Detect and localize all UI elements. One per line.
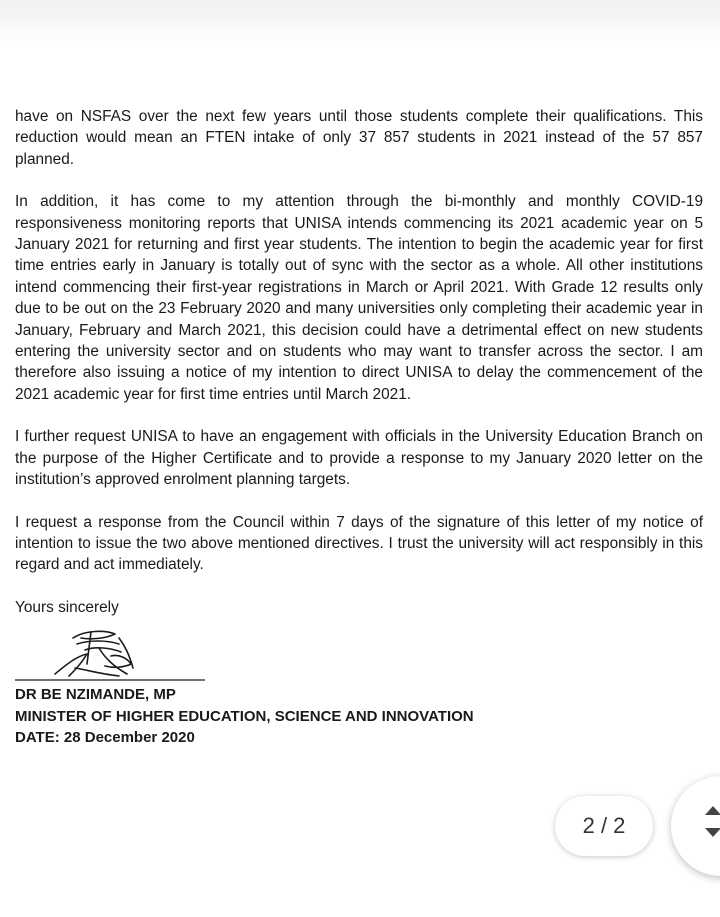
signatory-title: MINISTER OF HIGHER EDUCATION, SCIENCE AND INNOVATION [15, 707, 474, 725]
paragraph-higher-certificate: I further request UNISA to have an engagement with officials in the University Education Branch on the purpose of the Higher Certificate and to provide a response to my January 2020 letter on the institution’s approved enrolment planning targets. [15, 428, 703, 489]
signature-block [15, 684, 703, 748]
viewer-top-edge [0, 0, 720, 48]
page-indicator [555, 796, 653, 856]
chevron-down-icon[interactable] [705, 828, 720, 837]
letter-page [15, 106, 703, 748]
handwritten-signature [15, 624, 210, 684]
paragraph-nsfas: have on NSFAS over the next few years until those students complete their qualifications. This reduction would mean an FTEN intake of only 37 857 students in 2021 instead of the 57 857 planned. [15, 108, 703, 168]
chevron-up-icon[interactable] [705, 806, 720, 815]
paragraph-covid-monitoring: In addition, it has come to my attention through the bi-monthly and monthly COVID-19 responsiveness monitoring reports that UNISA intends commencing its 2021 academic year on 5 January 2021 for returning and first year students. The intention to begin the academic year for first time entries early in January is totally out of sync with the sector as a whole. All other institutions intend commencing their first-year registrations in March or April 2021. With Grade 12 results only due to be out on the 23 February 2020 and many universities only completing their academic year in January, February and March 2021, this decision could have a detrimental effect on new students entering the university sector and on students who may want to transfer across the sector. I am therefore also issuing a notice of my intention to direct UNISA to delay the commencement of the 2021 academic year for first time entries until March 2021. [15, 193, 703, 403]
scroll-button[interactable] [671, 776, 720, 876]
paragraph-council-response: I request a response from the Council within 7 days of the signature of this letter of my notice of intention to issue the two above mentioned directives. I trust the university will act responsibly in this regard and act immediately. [15, 513, 703, 574]
closing-salutation: Yours sincerely [15, 598, 119, 616]
page-indicator-text: 2 / 2 [582, 813, 626, 838]
signatory-name: DR BE NZIMANDE, MP [15, 686, 176, 704]
letter-date: DATE: 28 December 2020 [15, 728, 195, 746]
